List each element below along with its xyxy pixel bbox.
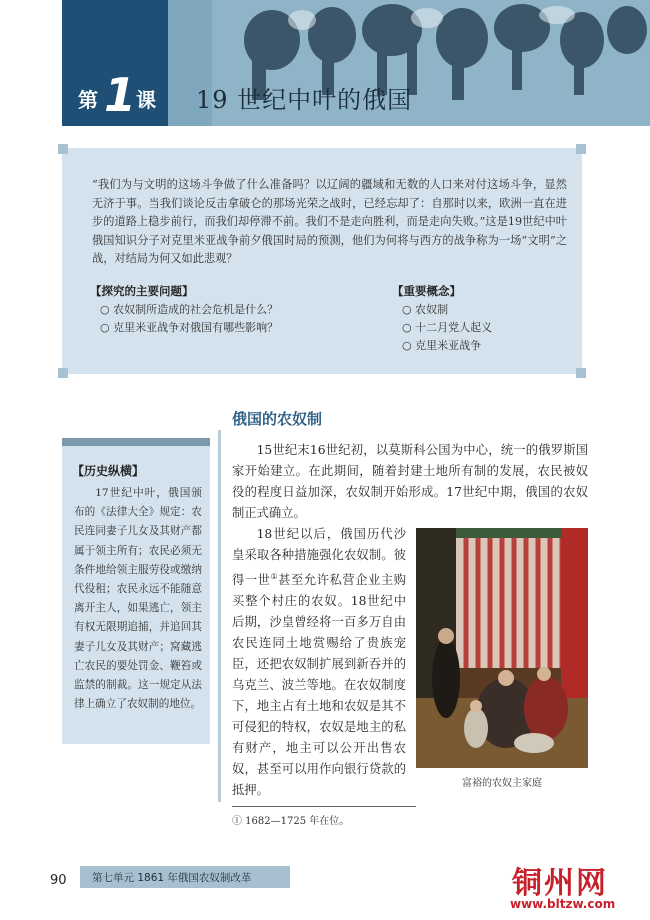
lesson-prefix: 第 xyxy=(78,88,98,112)
concepts-list xyxy=(402,301,492,355)
question-item: ○ 农奴制所造成的社会危机是什么？ xyxy=(100,301,278,319)
concept-item: ○ 克里米亚战争 xyxy=(402,337,492,355)
footnote-rule xyxy=(232,806,416,807)
page-number: 90 xyxy=(50,873,67,888)
family-photo xyxy=(416,528,588,768)
footnote-ref[interactable]: ① xyxy=(270,572,279,581)
concept-item: ○ 农奴制 xyxy=(402,301,492,319)
questions-list xyxy=(100,301,278,337)
sidebar-paragraph: 17世纪中叶，俄国颁布的《法律大全》规定：农民连同妻子儿女及其财产都属于领主所有；农民必须无条件地给领主服劳役或缴纳代役租；农民永远不能随意离开主人，如果逃亡，领主有权无限期追捕，并追回其妻子儿女及其财产；窝藏逃亡农民的要处罚金、鞭笞或监禁的制裁。这一规定从法律上确立了农奴制的地位。 xyxy=(74,487,202,711)
watermark-name: 铜州网 xyxy=(512,866,608,901)
lesson-number xyxy=(66,70,166,120)
sidebar-title: 【历史纵横】 xyxy=(72,464,145,478)
sidebar-text xyxy=(74,484,202,714)
questions-heading: 【探究的主要问题】 xyxy=(90,284,194,298)
page-title: 19 世纪中叶的俄国 xyxy=(196,86,413,114)
footer-unit-text: 第七单元 1861 年俄国农奴制改革 xyxy=(92,872,252,884)
paragraph-1: 15世纪末16世纪初，以莫斯科公国为中心，统一的俄罗斯国家开始建立。在此期间，随着封建土地所有制的发展，农民被奴役的程度日益加深，农奴制开始形成。17世纪中期，俄国的农奴制正式确立。 xyxy=(232,443,588,520)
section-title: 俄国的农奴制 xyxy=(232,410,323,428)
paragraph-2-part-b: 甚至允许私营企业主购买整个村庄的农奴。18世纪中后期，沙皇曾经将一百多万自由农民连同土地赏赐给了贵族宠臣，还把农奴制扩展到新吞并的乌克兰、波兰等地。在农奴制度下，地主占有土地和农奴是其不可侵犯的特权，农奴是地主的私有财产，地主可以公开出售农奴，甚至可以用作向银行贷款的抵押。 xyxy=(232,573,406,798)
question-item: ○ 克里米亚战争对俄国有哪些影响？ xyxy=(100,319,278,337)
concept-item: ○ 十二月党人起义 xyxy=(402,319,492,337)
lesson-suffix: 课 xyxy=(136,88,156,112)
concepts-heading: 【重要概念】 xyxy=(392,284,461,298)
lesson-number-digit: 1 xyxy=(104,68,137,122)
intro-quote: “我们为与文明的这场斗争做了什么准备吗？以辽阔的疆域和无数的人口来对付这场斗争，显然无济于事。当我们谈论反击拿破仑的那场光荣之战时，已经忘却了：自那时以来，欧洲一直在进步的道路上稳步前行，而我们却停滞不前。我们不是走向胜利，而是走向失败。”这是19世纪中叶俄国知识分子对克里米亚战争前夕俄国时局的预测，他们为何将与西方的战争称为一场“文明”之战，对结局为何又如此悲观？ xyxy=(92,178,567,266)
paragraph-2-part-a: 18世纪以后，俄国历代沙皇采取各种措施强化农奴制。彼得一世 xyxy=(232,527,406,588)
photo-caption: 富裕的农奴主家庭 xyxy=(462,778,542,789)
section-rule xyxy=(218,430,221,802)
watermark-url: www.bltzw.com xyxy=(510,897,616,911)
painting-illustration xyxy=(416,528,588,768)
footnote: ① 1682—1725 年在位。 xyxy=(232,816,350,827)
paragraph-2 xyxy=(232,524,406,801)
